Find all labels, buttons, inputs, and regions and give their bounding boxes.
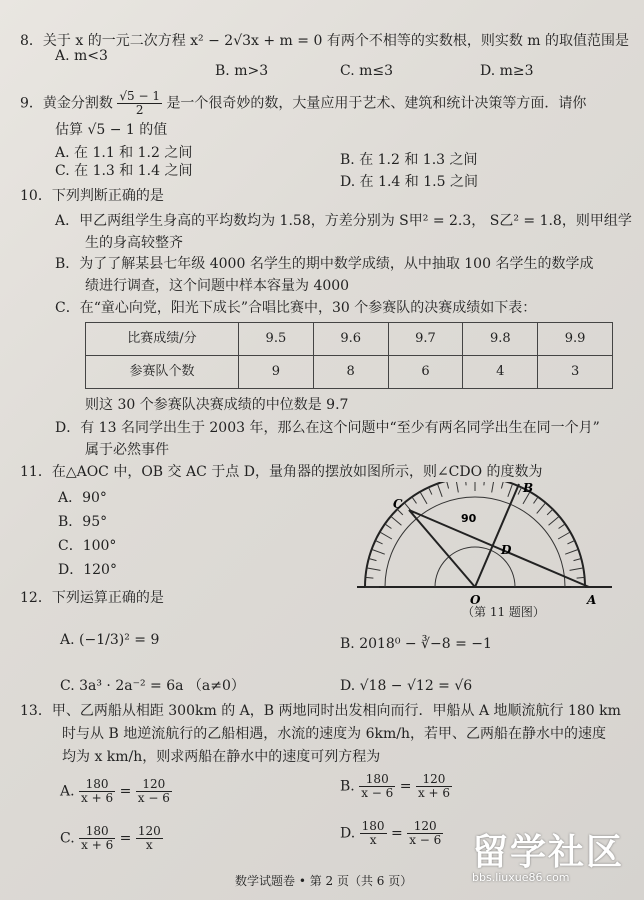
q10-option-b-line1: B．为了了解某县七年级 4000 名学生的期中数学成绩，从中抽取 100 名学生的数学成 (55, 256, 594, 272)
frac-num: 120 (416, 773, 452, 787)
protractor-tick (508, 484, 513, 497)
protractor-tick (567, 541, 574, 544)
table-cell: 9.8 (463, 323, 538, 356)
table-cell: 8 (313, 356, 388, 389)
protractor-tick (420, 492, 427, 504)
protractor-tick (577, 577, 585, 578)
protractor-tick (537, 503, 546, 514)
protractor-tick (412, 497, 417, 504)
protractor-tick (518, 487, 521, 494)
equals-sign: = (119, 830, 132, 847)
protractor-tick (367, 568, 381, 570)
q11-stem: 11．在△AOC 中，OB 交 AC 于点 D，量角器的摆放如图所示，则∠CDO 的度数为 (20, 464, 543, 480)
q13-option-a-label: A. (60, 783, 75, 800)
q9-stem-line2: 估算 √5 − 1 的值 (55, 122, 168, 138)
watermark-logo-text: 留学社区 (472, 832, 625, 873)
table-cell: 9.9 (538, 323, 613, 356)
q10-option-b-line2: 绩进行调查，这个问题中样本容量为 4000 (85, 278, 350, 294)
equals-sign: = (119, 783, 132, 800)
q12-option-d: D. √18 − √12 = √6 (340, 678, 473, 694)
protractor-tick (501, 482, 503, 488)
q9-stem-post: 是一个很奇妙的数，大量应用于艺术、建筑和统计决策等方面．请你 (166, 95, 587, 112)
q9-fraction (117, 90, 162, 117)
table-cell: 9.5 (239, 323, 314, 356)
figure-caption: （第 11 题图） (462, 605, 545, 619)
q10-option-c-line1: C．在“童心向党，阳光下成长”合唱比赛中，30 个参赛队的决赛成绩如下表： (55, 300, 537, 316)
protractor-tick (492, 482, 494, 492)
q9-frac-num: √5 − 1 (119, 89, 160, 103)
protractor-tick (391, 516, 402, 525)
q12-option-c: C. 3a³ · 2a⁻² = 6a （a≠0） (60, 678, 245, 694)
protractor-tick (547, 509, 553, 515)
q13-stem-line1: 13．甲、乙两船从相距 300km 的 A，B 两地同时出发相向而行．甲船从 A 地顺流航行 180 km (20, 703, 621, 719)
equals-sign: = (391, 825, 403, 842)
q12-option-a-label: A. (60, 632, 75, 648)
q12-stem: 12．下列运算正确的是 (20, 590, 164, 606)
q8-option-b: B. m>3 (215, 63, 269, 79)
table-cell: 9.6 (313, 323, 388, 356)
score-table-row-scores (86, 323, 613, 356)
q13-option-d (340, 820, 443, 847)
q9-frac-den: 2 (135, 103, 144, 118)
label-c: C (393, 497, 403, 511)
protractor-tick (365, 577, 373, 578)
score-table (85, 322, 613, 389)
q9-option-c: C. 在 1.3 和 1.4 之间 (55, 163, 193, 179)
protractor-tick (385, 524, 392, 529)
protractor-tick (369, 559, 377, 561)
frac-den: x − 6 (137, 791, 170, 806)
q12-option-a (60, 632, 159, 650)
q13-stem-line2: 时与从 B 地逆流航行的乙船相遇，水流的速度为 6km/h，若甲、乙两船在静水中的速度 (62, 726, 607, 742)
equals-sign: = (399, 778, 412, 795)
protractor-tick (465, 482, 466, 485)
q13-option-b (340, 773, 452, 800)
watermark (472, 830, 624, 885)
q13-option-d-label: D. (340, 825, 356, 842)
protractor-tick (534, 497, 539, 504)
q11-option-c: C．100° (58, 538, 117, 554)
protractor-tick (558, 532, 570, 539)
protractor-tick (549, 516, 560, 525)
protractor-tick (372, 549, 385, 554)
q13-option-c (60, 825, 163, 852)
q11-option-b: B．95° (58, 514, 108, 530)
table-cell: 4 (463, 356, 538, 389)
q12-option-b: B. 2018⁰ − ∛−8 = −1 (340, 636, 492, 652)
q8-option-a: A. m<3 (55, 48, 108, 64)
q10-option-c-line2: 则这 30 个参赛队决赛成绩的中位数是 9.7 (85, 397, 349, 413)
q10-option-a-line1: A．甲乙两组学生身高的平均数均为 1.58，方差分别为 S甲² = 2.3， S乙² = 1.8，则甲组学 (55, 213, 632, 229)
q11-option-a: A．90° (58, 490, 107, 506)
protractor-tick (456, 482, 458, 492)
frac-den: x (145, 838, 153, 853)
table-cell: 3 (538, 356, 613, 389)
label-a: A (587, 593, 597, 607)
protractor-tick (437, 484, 442, 497)
protractor-figure (357, 482, 617, 607)
label-d: D (501, 543, 512, 557)
table-cell: 6 (388, 356, 463, 389)
frac-den: x − 6 (409, 833, 442, 848)
q10-option-d-line1: D．有 13 名同学出生于 2003 年，那么在这个问题中“至少有两名同学出生在同一个月” (55, 420, 600, 436)
q10-option-a-line2: 生的身高较整齐 (85, 235, 183, 251)
q12-option-a-expr: (−1/3)² = 9 (79, 632, 160, 648)
q9-option-b: B. 在 1.2 和 1.3 之间 (340, 152, 478, 168)
frac-num: 120 (137, 824, 161, 838)
q11-option-d: D．120° (58, 562, 117, 578)
table-cell: 9 (239, 356, 314, 389)
protractor-tick (565, 549, 578, 554)
frac-den: x − 6 (361, 786, 394, 801)
q8-option-d: D. m≥3 (480, 63, 534, 79)
table-cell: 9.7 (388, 323, 463, 356)
label-o: O (470, 593, 481, 607)
table-header-scores: 比赛成绩/分 (86, 323, 239, 356)
protractor-tick (484, 482, 485, 485)
watermark-url: bbs.liuxue86.com (472, 871, 570, 884)
q9-stem-pre: 9．黄金分割数 (20, 95, 113, 112)
frac-num: 180 (361, 819, 385, 833)
scale-90-label: 90 (461, 512, 477, 525)
q8-option-c: C. m≤3 (340, 63, 394, 79)
protractor-tick (559, 524, 566, 529)
label-b: B (523, 482, 534, 495)
frac-num: 120 (407, 820, 443, 834)
score-table-row-counts (86, 356, 613, 389)
protractor-tick (447, 482, 449, 488)
q13-option-c-label: C. (60, 830, 75, 847)
q13-option-a (60, 778, 172, 805)
q10-stem: 10．下列判断正确的是 (20, 188, 164, 204)
protractor-tick (375, 541, 382, 544)
protractor-tick (380, 532, 392, 539)
protractor-tick (574, 559, 582, 561)
protractor-tick (429, 487, 432, 494)
q13-stem-line3: 均为 x km/h，则求两船在静水中的速度可列方程为 (62, 749, 381, 765)
q10-option-d-line2: 属于必然事件 (85, 442, 169, 458)
frac-den: x (369, 833, 377, 848)
protractor-tick (570, 568, 584, 570)
q8-stem: 8．关于 x 的一元二次方程 x² − 2√3x + m = 0 有两个不相等的实数根，则实数 m 的取值范围是 (20, 33, 629, 49)
q9-option-a: A. 在 1.1 和 1.2 之间 (55, 145, 193, 161)
frac-den: x + 6 (81, 791, 114, 806)
segment-ca (409, 510, 589, 587)
frac-den: x + 6 (417, 786, 451, 801)
table-header-counts: 参赛队个数 (86, 356, 239, 389)
frac-num: 180 (359, 773, 395, 787)
page-footer: 数学试题卷 • 第 2 页（共 6 页） (235, 874, 413, 888)
q13-option-b-label: B. (340, 778, 355, 795)
frac-num: 180 (79, 825, 115, 839)
frac-den: x + 6 (81, 838, 114, 853)
frac-num: 120 (136, 778, 172, 792)
frac-num: 180 (79, 778, 115, 792)
q9-option-d: D. 在 1.4 和 1.5 之间 (340, 174, 478, 190)
q9-stem (20, 90, 586, 117)
